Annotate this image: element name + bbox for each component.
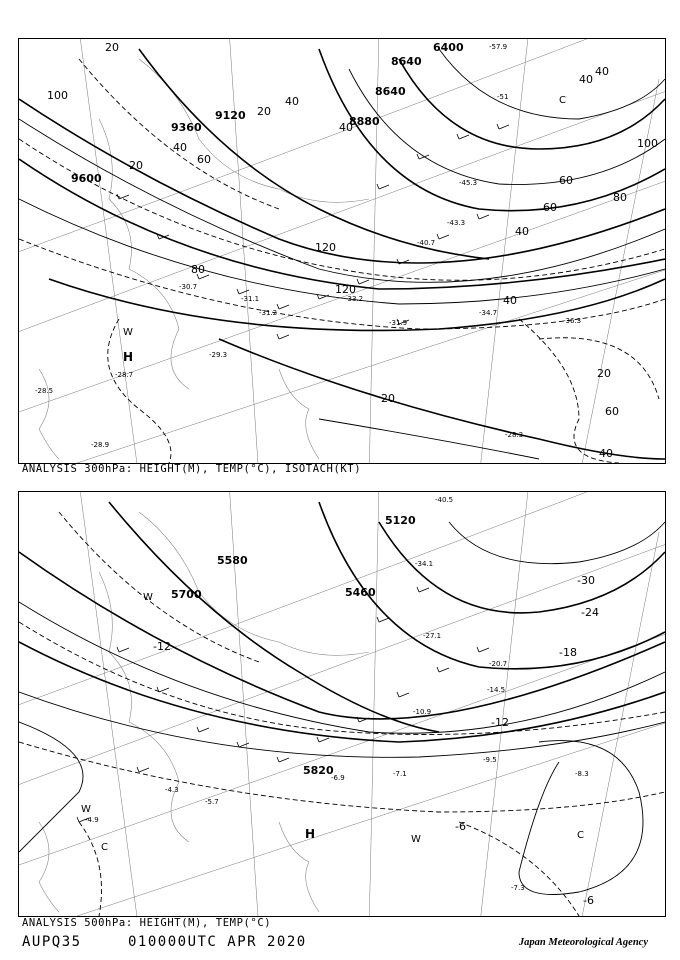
height-label: 5120 [385,514,416,527]
isotach-label: 20 [105,41,119,54]
height-label: 9360 [171,121,202,134]
warm-center: W [81,804,91,815]
height-contours [19,49,665,459]
temp-label: -36.3 [563,317,582,325]
temp-label: -28.3 [505,431,524,439]
isotach-label: 20 [597,367,611,380]
temp-label: -14.5 [487,686,506,694]
temp-label: -40.7 [417,239,436,247]
temp-label: -31.1 [241,295,260,303]
warm-center: W [143,592,153,603]
temp-labels [35,43,581,449]
isotherm-label: -6 [455,820,466,833]
temp-label: -20.7 [489,660,508,668]
isotach-label: 20 [129,159,143,172]
isotach-lines [19,49,665,459]
isotherms [19,512,665,916]
cold-center: C [577,830,584,841]
isotherm-label: -24 [581,606,599,619]
height-contours [19,502,665,742]
isotherm-label: -30 [577,574,595,587]
isotach-label: 20 [257,105,271,118]
analysis-300hpa-map [18,38,666,464]
chart-code: AUPQ35 [22,934,82,950]
map-500hpa-canvas [19,492,665,916]
temp-label: -27.1 [423,632,442,640]
height-label: 6400 [433,41,464,54]
temp-label: -9.5 [483,756,497,764]
analysis-500hpa-map [18,491,666,917]
temp-label: -31.2 [259,309,278,317]
height-labels [171,514,416,777]
high-pressure-center: H [305,827,316,841]
temp-label: -28.5 [35,387,54,395]
wind-barbs [77,587,489,822]
coastlines [39,59,369,459]
temp-label: -31.9 [389,319,408,327]
height-label: 5580 [217,554,248,567]
temp-label: -43.3 [447,219,466,227]
isotach-label: 60 [197,153,211,166]
temp-label: -4.3 [165,786,179,794]
height-label: 9600 [71,172,102,185]
warm-center: W [123,327,133,338]
temp-label: -51 [497,93,509,101]
temp-label: -5.7 [205,798,219,806]
temp-label: -45.3 [459,179,478,187]
height-label: 5820 [303,764,334,777]
isotach-label: 40 [515,225,529,238]
isotach-label: 80 [613,191,627,204]
temp-label: -40.5 [435,496,454,504]
agency-credit: Japan Meteorological Agency [518,937,648,948]
temp-label: -33.2 [345,295,364,303]
isotach-label: 60 [543,201,557,214]
isotherm-label: -12 [491,716,509,729]
temp-label: -30.7 [179,283,198,291]
warm-center: W [411,834,421,845]
isotach-label: 40 [579,73,593,86]
cold-center: C [101,842,108,853]
height-label: 8640 [375,85,406,98]
cold-center: C [559,95,566,106]
temp-label: -6.9 [331,774,345,782]
isotach-label: 100 [47,89,68,102]
temp-label: -28.7 [115,371,134,379]
isotach-label: 20 [381,392,395,405]
isotach-label: 40 [339,121,353,134]
temp-label: -29.3 [209,351,228,359]
isohypse-lines [19,522,665,895]
high-pressure-center: H [123,350,134,364]
height-label: 5460 [345,586,376,599]
temp-label: -10.9 [413,708,432,716]
isotherm-label: -18 [559,646,577,659]
isotach-label: 100 [637,137,658,150]
temp-label: -8.3 [575,770,589,778]
map-300hpa-canvas [19,39,665,463]
temp-label: -28.9 [91,441,110,449]
height-label: 5700 [171,588,202,601]
isotach-label: 40 [173,141,187,154]
analysis-time: 010000UTC APR 2020 [128,934,307,950]
isotach-label: 60 [559,174,573,187]
isotach-labels [47,41,658,460]
isotach-label: 120 [335,283,356,296]
temp-label: -34.1 [415,560,434,568]
isotach-label: 120 [315,241,336,254]
isotach-label: 40 [503,294,517,307]
isotach-label: 40 [599,447,613,460]
isotach-label: 40 [595,65,609,78]
height-label: 9120 [215,109,246,122]
temp-label: -34.7 [479,309,498,317]
isotherms [19,59,665,463]
isotherm-label: -12 [153,640,171,653]
temp-label: -7.1 [393,770,407,778]
temp-label: -4.9 [85,816,99,824]
caption-300hpa: ANALYSIS 300hPa: HEIGHT(M), TEMP(°C), ISOTACH(KT) [22,463,362,475]
isotach-label: 60 [605,405,619,418]
isotherm-label: -6 [583,894,594,907]
isotach-label: 40 [285,95,299,108]
temp-label: -57.9 [489,43,508,51]
temp-label: -7.3 [511,884,525,892]
height-label: 8880 [349,115,380,128]
caption-500hpa: ANALYSIS 500hPa: HEIGHT(M), TEMP(°C) [22,917,272,929]
isotach-label: 80 [191,263,205,276]
height-label: 8640 [391,55,422,68]
